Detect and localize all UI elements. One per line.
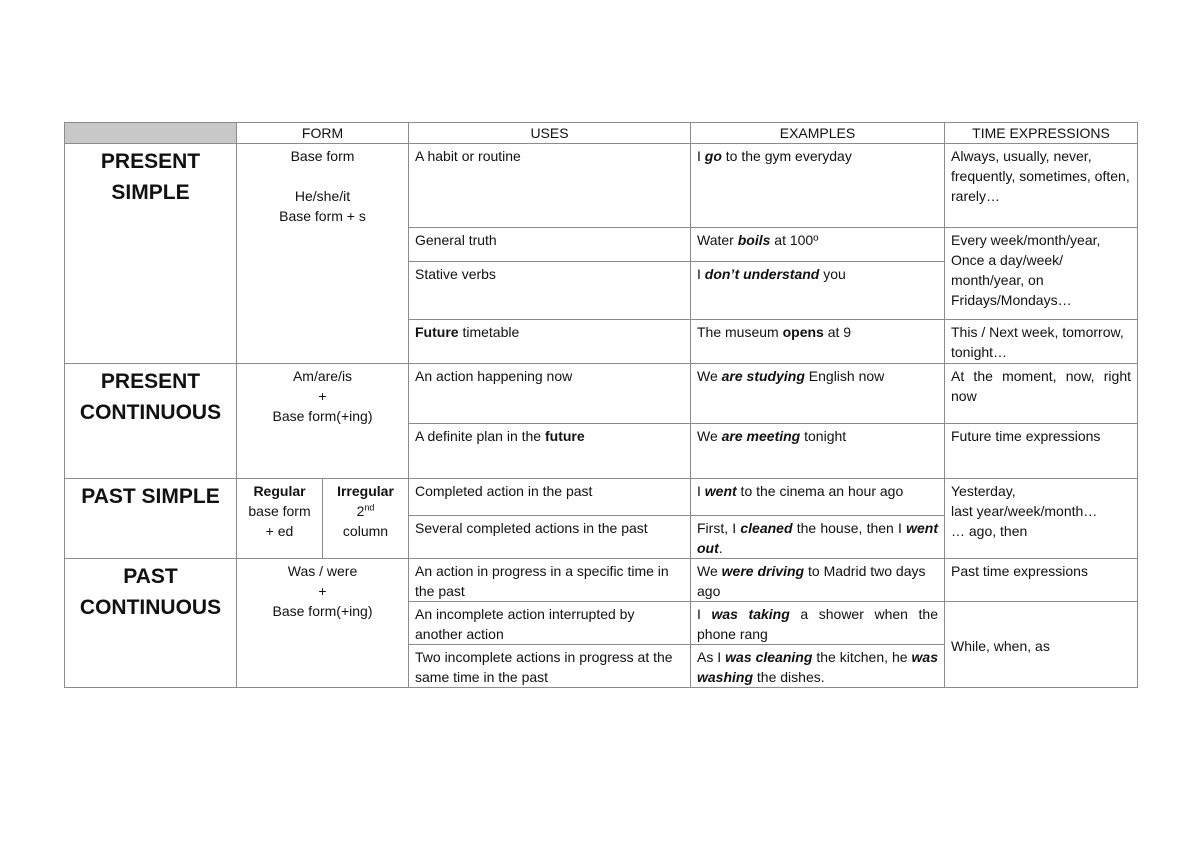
tense-name-line: SIMPLE xyxy=(111,181,190,204)
present-simple-form xyxy=(237,144,409,364)
time-line: … ago, then xyxy=(951,523,1028,539)
time-expression-cell xyxy=(945,479,1138,559)
tense-name-line: PAST SIMPLE xyxy=(81,485,220,508)
use-cell: An action in progress in a specific time in the past xyxy=(409,559,691,602)
use-cell: A habit or routine xyxy=(409,144,691,228)
form-line: Regular xyxy=(253,483,306,499)
header-form: FORM xyxy=(237,123,409,144)
past-simple-label xyxy=(65,479,237,559)
present-simple-label xyxy=(65,144,237,364)
tense-name-line: PRESENT xyxy=(100,370,201,393)
form-line: + xyxy=(318,583,327,599)
example-cell: Water boils at 100º xyxy=(691,228,945,262)
time-expression-cell: Always, usually, never, frequently, sometimes, often, rarely… xyxy=(945,144,1138,228)
form-line: Base form xyxy=(290,148,355,164)
form-line: Base form + s xyxy=(279,208,366,224)
use-cell: Two incomplete actions in progress at the same time in the past xyxy=(409,645,691,688)
example-cell: We are meeting tonight xyxy=(691,424,945,479)
form-line: column xyxy=(342,523,389,539)
form-line: + ed xyxy=(265,523,294,539)
tense-name-line: PRESENT xyxy=(100,150,201,173)
form-line: 2nd xyxy=(356,502,375,519)
use-cell: Several completed actions in the past xyxy=(409,516,691,559)
form-line: Was / were xyxy=(287,563,358,579)
use-cell: Completed action in the past xyxy=(409,479,691,516)
example-cell: We are studying English now xyxy=(691,364,945,424)
form-line: Base form(+ing) xyxy=(272,603,373,619)
example-cell: We were driving to Madrid two days ago xyxy=(691,559,945,602)
past-simple-row-1 xyxy=(65,479,1138,516)
tense-name-line: CONTINUOUS xyxy=(79,596,222,619)
form-line: base form xyxy=(248,503,311,519)
use-cell: Future timetable xyxy=(409,320,691,364)
time-expression-cell: Past time expressions xyxy=(945,559,1138,602)
form-line: Am/are/is xyxy=(292,368,353,384)
past-simple-irregular-form xyxy=(323,479,409,559)
past-continuous-form xyxy=(237,559,409,688)
present-continuous-label xyxy=(65,364,237,479)
header-examples: EXAMPLES xyxy=(691,123,945,144)
time-expression-cell: At the moment, now, right now xyxy=(945,364,1138,424)
example-cell: I don’t understand you xyxy=(691,262,945,320)
time-expression-cell: While, when, as xyxy=(945,602,1138,688)
tense-name-line: PAST xyxy=(123,565,178,588)
example-cell: I went to the cinema an hour ago xyxy=(691,479,945,516)
use-cell: Stative verbs xyxy=(409,262,691,320)
present-continuous-row-1 xyxy=(65,364,1138,424)
past-continuous-row-1 xyxy=(65,559,1138,602)
tenses-table xyxy=(64,122,1138,688)
past-simple-regular-form xyxy=(237,479,323,559)
form-line: He/she/it xyxy=(294,188,351,204)
use-cell: A definite plan in the future xyxy=(409,424,691,479)
past-continuous-label xyxy=(65,559,237,688)
example-cell: First, I cleaned the house, then I went out. xyxy=(691,516,945,559)
use-cell: An incomplete action interrupted by another action xyxy=(409,602,691,645)
header-uses: USES xyxy=(409,123,691,144)
example-cell: The museum opens at 9 xyxy=(691,320,945,364)
form-line: Base form(+ing) xyxy=(272,408,373,424)
example-cell: As I was cleaning the kitchen, he was washing the dishes. xyxy=(691,645,945,688)
use-cell: General truth xyxy=(409,228,691,262)
time-expression-cell: This / Next week, tomorrow, tonight… xyxy=(945,320,1138,364)
use-cell: An action happening now xyxy=(409,364,691,424)
example-cell: I go to the gym everyday xyxy=(691,144,945,228)
present-continuous-form xyxy=(237,364,409,479)
time-expression-cell: Future time expressions xyxy=(945,424,1138,479)
header-corner-cell xyxy=(65,123,237,144)
form-line: + xyxy=(318,388,327,404)
time-line: last year/week/month… xyxy=(951,503,1098,519)
header-row xyxy=(65,123,1138,144)
header-time-expressions: TIME EXPRESSIONS xyxy=(945,123,1138,144)
time-line: Yesterday, xyxy=(951,483,1016,499)
form-line: Irregular xyxy=(337,483,394,499)
present-simple-row-1 xyxy=(65,144,1138,228)
example-cell: I was taking a shower when the phone rang xyxy=(691,602,945,645)
time-expression-cell: Every week/month/year, Once a day/week/ month/year, on Fridays/Mondays… xyxy=(945,228,1138,320)
tense-name-line: CONTINUOUS xyxy=(79,401,222,424)
